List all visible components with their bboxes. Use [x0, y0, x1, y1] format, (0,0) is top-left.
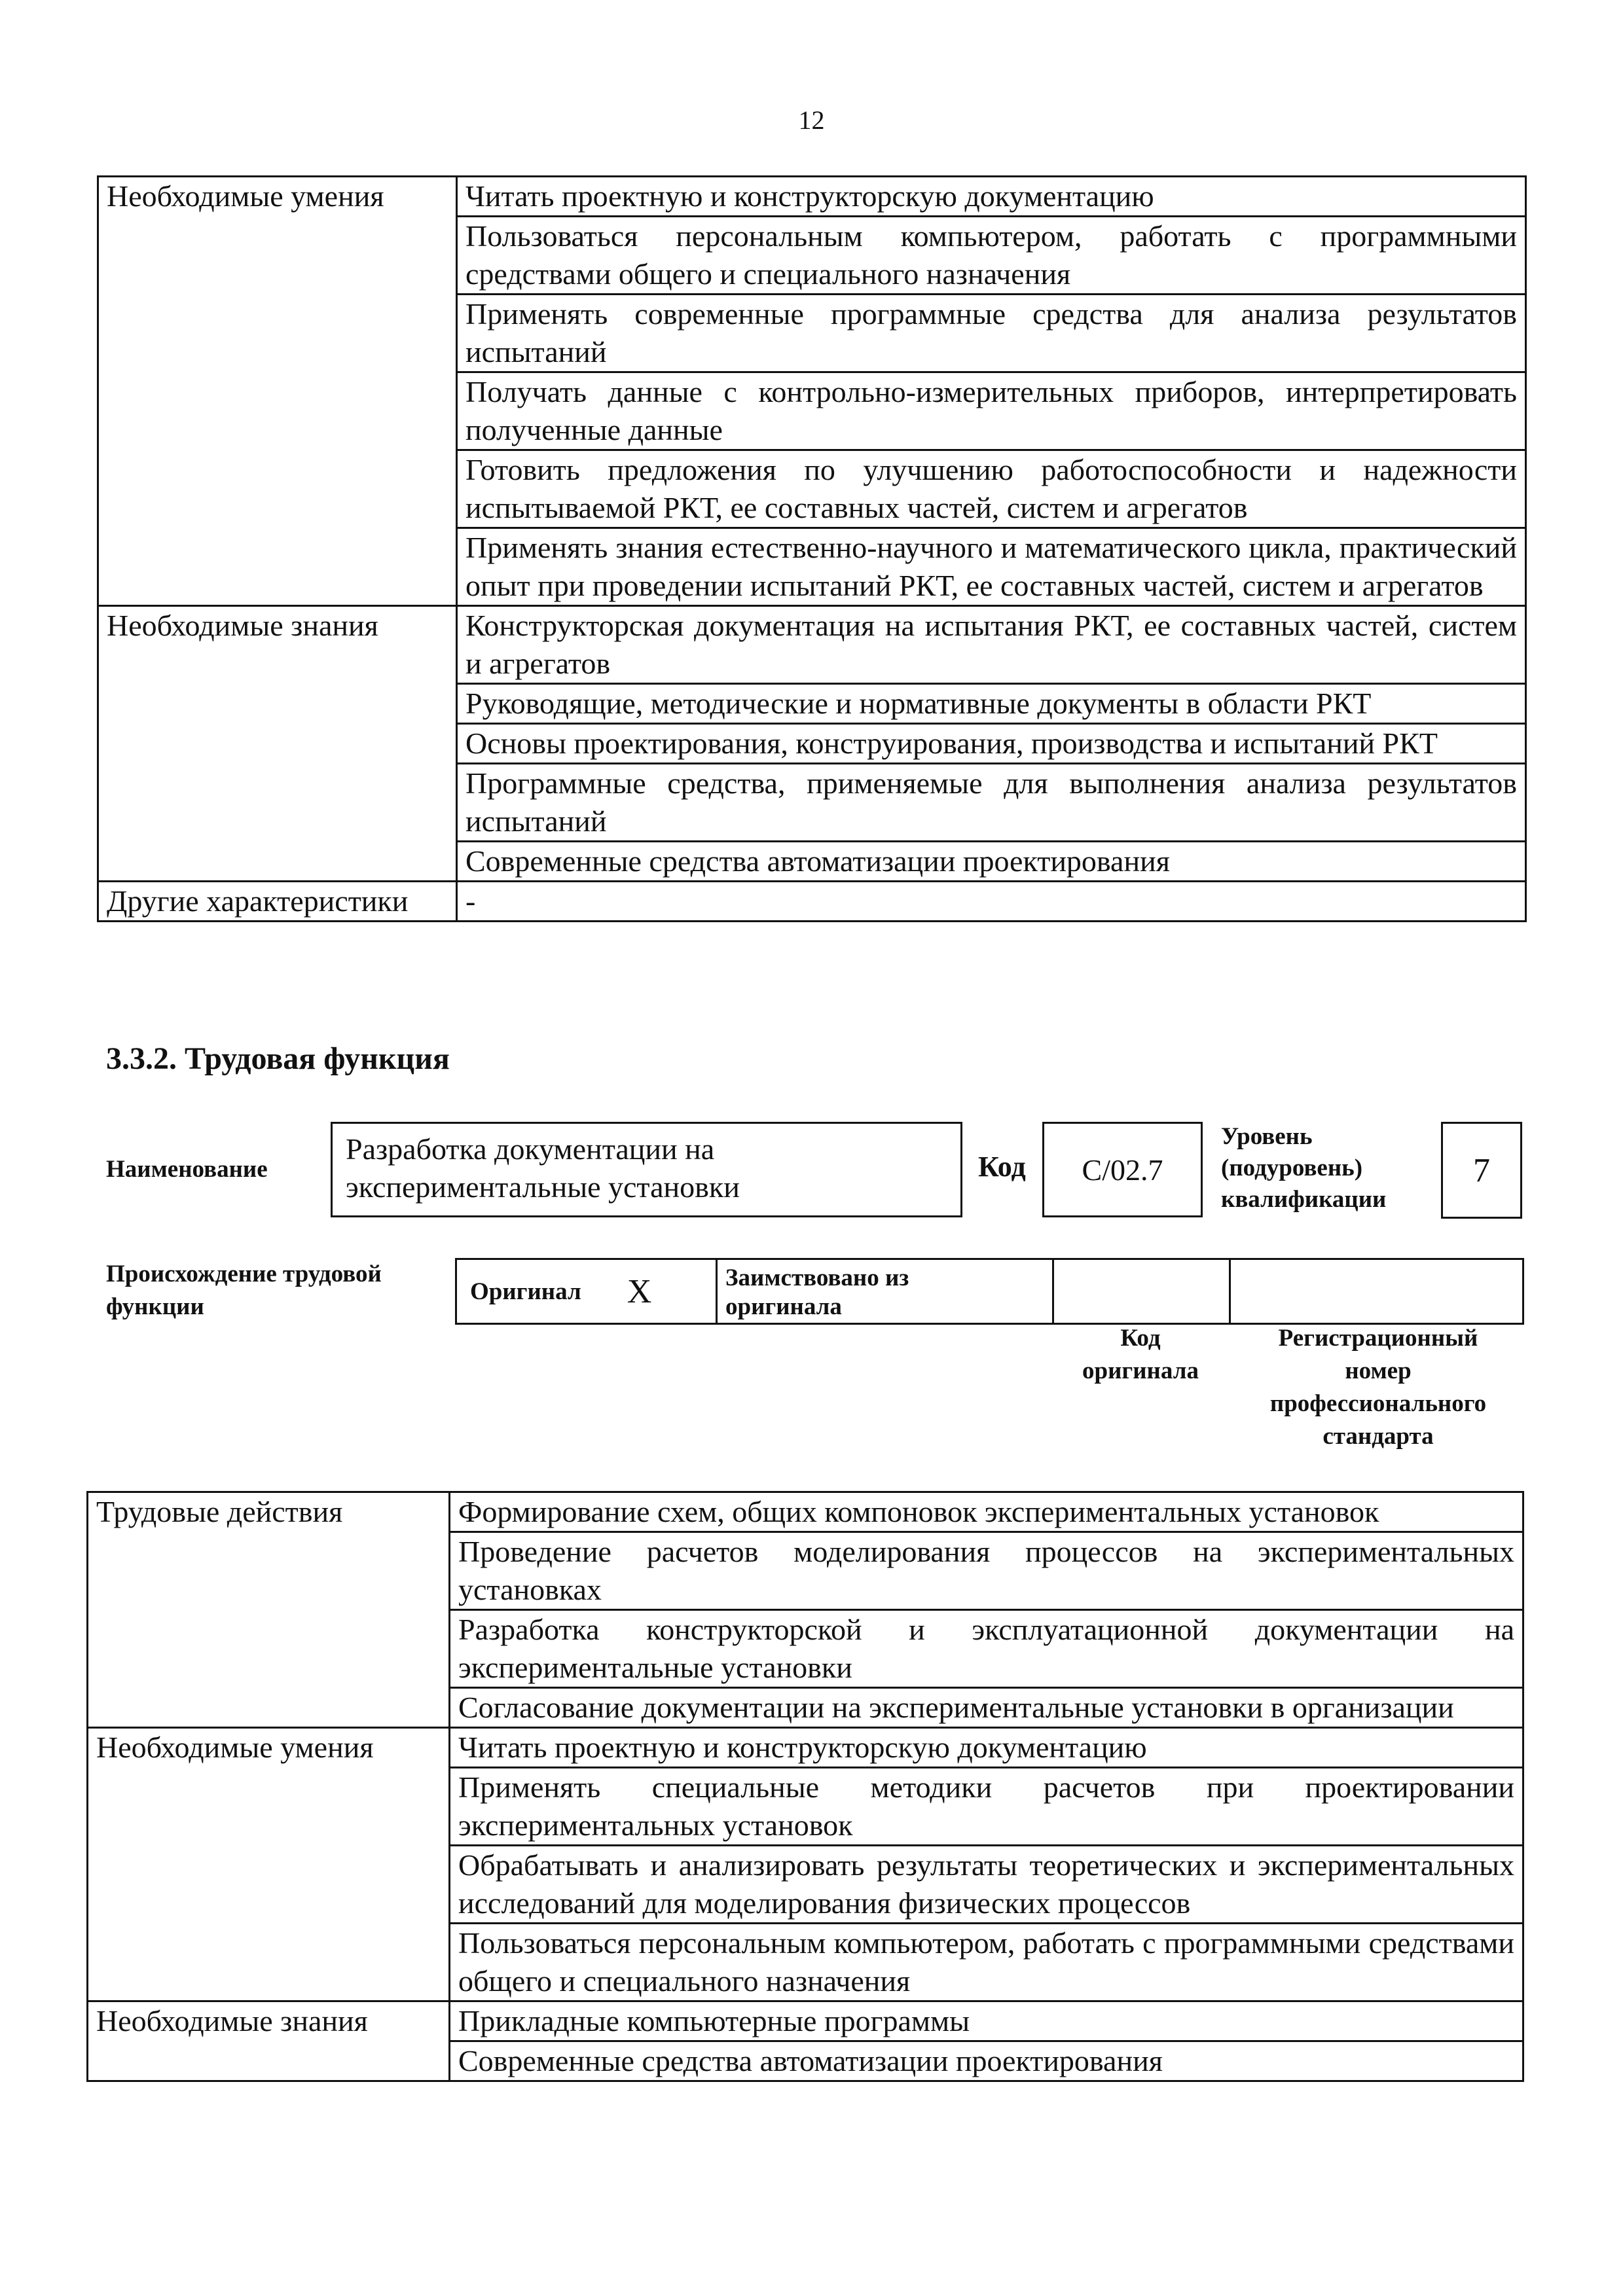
qualification-level-label [1221, 1121, 1386, 1215]
row-label: Другие характеристики [98, 882, 457, 922]
table-cell: Современные средства автоматизации проектирования [457, 842, 1526, 882]
caption-line: номер [1345, 1357, 1412, 1384]
level-label-line: Уровень [1221, 1123, 1313, 1150]
table-cell: Программные средства, применяемые для выполнения анализа результатов испытаний [457, 764, 1526, 842]
table-cell: Применять специальные методики расчетов при проектировании экспериментальных установок [450, 1768, 1523, 1846]
origin-row [455, 1258, 1524, 1325]
row-label: Необходимые знания [98, 606, 457, 882]
caption-line: стандарта [1322, 1423, 1434, 1450]
function-name-box: Разработка документации на экспериментальные установки [331, 1122, 962, 1217]
origin-label-line: функции [106, 1293, 204, 1320]
table-row [98, 606, 1526, 684]
table-cell: Проведение расчетов моделирования процессов на экспериментальных установках [450, 1532, 1523, 1610]
registration-number-cell [1231, 1260, 1522, 1323]
row-label: Необходимые умения [98, 177, 457, 606]
table-cell: Разработка конструкторской и эксплуатационной документации на экспериментальные установки [450, 1610, 1523, 1688]
page-number: 12 [798, 105, 825, 135]
table-cell: Применять знания естественно-научного и математического цикла, практический опыт при проведении испытаний РКТ, ее составных частей, систем и агрегатов [457, 528, 1526, 606]
origin-label-line: Происхождение трудовой [106, 1261, 382, 1287]
table-cell: Получать данные с контрольно-измерительных приборов, интерпретировать полученные данные [457, 372, 1526, 450]
row-label: Трудовые действия [88, 1492, 450, 1728]
table-cell: Пользоваться персональным компьютером, работать с программными средствами общего и специального назначения [457, 217, 1526, 295]
level-label-line: (подуровень) [1221, 1155, 1363, 1181]
table-cell: Применять современные программные средства для анализа результатов испытаний [457, 295, 1526, 372]
table-row [98, 882, 1526, 922]
labor-function-table [86, 1491, 1524, 2082]
caption-line: оригинала [1082, 1357, 1199, 1384]
borrowed-label-line: оригинала [725, 1293, 842, 1320]
table-row [88, 1728, 1523, 1768]
table-cell: Готовить предложения по улучшению работоспособности и надежности испытываемой РКТ, ее составных частей, систем и агрегатов [457, 450, 1526, 528]
table-row [98, 177, 1526, 217]
table-cell: Прикладные компьютерные программы [450, 2001, 1523, 2041]
borrowed-cell [718, 1260, 1054, 1323]
table-cell: Читать проектную и конструкторскую документацию [450, 1728, 1523, 1768]
code-label: Код [978, 1151, 1026, 1183]
table-row [88, 2001, 1523, 2041]
table-cell: Руководящие, методические и нормативные документы в области РКТ [457, 684, 1526, 724]
name-label: Наименование [106, 1156, 268, 1183]
row-label: Необходимые умения [88, 1728, 450, 2001]
table-cell: - [457, 882, 1526, 922]
table-cell: Основы проектирования, конструирования, производства и испытаний РКТ [457, 724, 1526, 764]
caption-line: профессионального [1269, 1390, 1487, 1417]
section-title: 3.3.2. Трудовая функция [106, 1041, 450, 1076]
row-label: Необходимые знания [88, 2001, 450, 2081]
table-row [88, 1492, 1523, 1532]
table-cell: Обрабатывать и анализировать результаты теоретических и экспериментальных исследований для моделирования физических процессов [450, 1846, 1523, 1924]
table-cell: Формирование схем, общих компоновок экспериментальных установок [450, 1492, 1523, 1532]
table-cell: Согласование документации на экспериментальные установки в организации [450, 1688, 1523, 1728]
table-cell: Современные средства автоматизации проектирования [450, 2041, 1523, 2081]
table-cell: Конструкторская документация на испытания РКТ, ее составных частей, систем и агрегатов [457, 606, 1526, 684]
function-code-box: С/02.7 [1042, 1122, 1203, 1217]
table-cell: Пользоваться персональным компьютером, работать с программными средствами общего и специального назначения [450, 1924, 1523, 2001]
original-code-caption [1055, 1322, 1226, 1388]
caption-line: Регистрационный [1278, 1325, 1478, 1352]
original-cell [457, 1260, 718, 1323]
original-code-cell [1054, 1260, 1231, 1323]
origin-label [106, 1258, 382, 1323]
qualification-level-box: 7 [1441, 1122, 1522, 1219]
original-label: Оригинал [470, 1278, 581, 1305]
borrowed-label-line: Заимствовано из [725, 1265, 909, 1291]
table-cell: Читать проектную и конструкторскую документацию [457, 177, 1526, 217]
original-mark: X [627, 1272, 652, 1310]
skills-knowledge-table [97, 175, 1527, 922]
caption-line: Код [1120, 1325, 1161, 1352]
registration-number-caption [1231, 1322, 1525, 1453]
level-label-line: квалификации [1221, 1186, 1387, 1213]
